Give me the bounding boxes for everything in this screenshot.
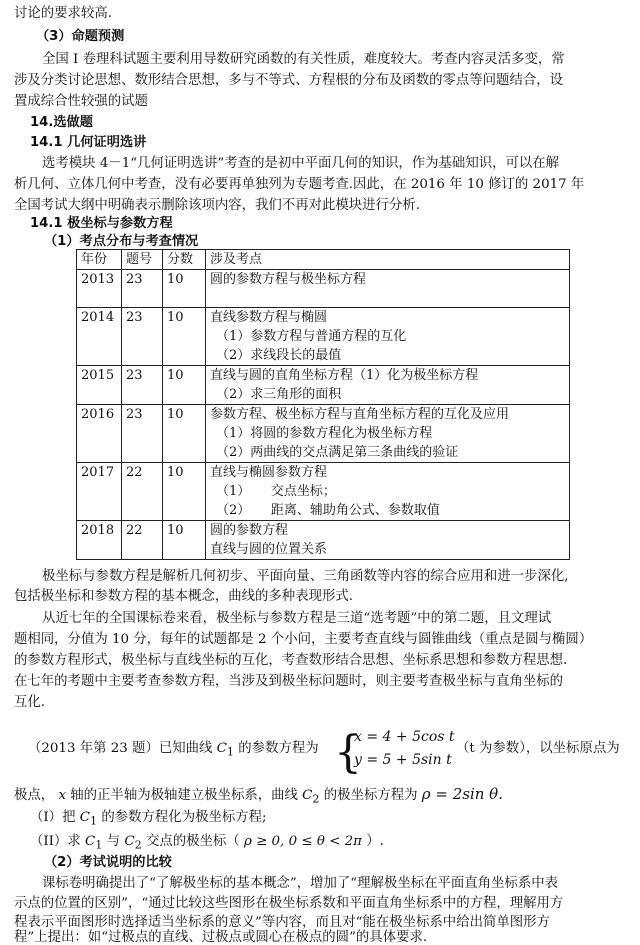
example-prefix: （2013 年第 23 题）已知曲线 — [28, 741, 213, 756]
curve-c1: C — [79, 810, 90, 825]
table-header-row — [77, 250, 570, 270]
text: ）. — [366, 834, 384, 849]
equation-brace: { — [334, 727, 362, 778]
topic-line: （1）参数方程与普通方程的互化 — [216, 329, 407, 344]
number-cell: 23 — [122, 270, 163, 308]
table-row — [77, 366, 570, 405]
section-heading-geometry: 14.1 几何证明选讲 — [30, 135, 147, 150]
paragraph-line: 包括极坐标和参数方程的基本概念，曲线的多种表现形式. — [14, 589, 354, 604]
number-cell: 22 — [122, 463, 163, 521]
paragraph-line: 极坐标与参数方程是解析几何初步、平面向量、三角函数等内容的综合应用和进一步深化, — [42, 569, 569, 584]
paragraph-line: 示点的位置的区别”，“通过比较这些图形在极坐标系数和平面直角坐标系中的方程，理解用方 — [14, 896, 564, 911]
number-cell: 23 — [122, 308, 163, 366]
score-cell: 10 — [163, 405, 206, 463]
text: 交点的极坐标（ — [145, 834, 240, 849]
curve-c2-sub: 2 — [312, 792, 320, 806]
score-cell: 10 — [163, 270, 206, 308]
year-cell: 2017 — [77, 463, 122, 521]
number-cell: 23 — [122, 405, 163, 463]
curve-c1-sub: 1 — [226, 745, 235, 759]
text: 的参数方程化为极坐标方程; — [101, 810, 267, 825]
table-header-cell: 分数 — [163, 250, 206, 270]
paragraph-line: 的参数方程形式，极坐标与直线坐标的互化，考查数形结合思想、坐标系思想和参数方程思想. — [14, 653, 568, 668]
topic-line: 直线与椭圆参数方程 — [210, 465, 328, 480]
table-row — [77, 308, 570, 366]
exam-topics-table — [76, 249, 570, 560]
year-cell: 2014 — [77, 308, 122, 366]
curve-c2: C — [302, 788, 313, 803]
polar-equation: ρ = 2sin θ. — [421, 785, 503, 803]
paragraph-line: 题相同，分值为 10 分，每年的试题都是 2 个小问，主要考查直线与圆锥曲线（重点是圆与椭圆） — [14, 632, 593, 647]
paragraph-line: 全国 I 卷理科试题主要利用导数研究函数的有关性质，难度较大。考查内容灵活多变，常 — [42, 52, 565, 67]
paragraph-line: 置成综合性较强的试题 — [14, 94, 148, 109]
topics-cell — [206, 463, 570, 521]
curve-c2: C — [124, 834, 135, 849]
topic-line: 直线与圆的位置关系 — [210, 542, 328, 557]
example-mid: 的参数方程为 — [238, 741, 319, 756]
paragraph-line: 析几何、立体几何中考查，没有必要再单独列为专题考查.因此，在 2016 年 10 修订的 2017 年 — [14, 177, 585, 192]
intro-line: 讨论的要求较高. — [14, 6, 112, 21]
polar-constraint: ρ ≥ 0, 0 ≤ θ < 2π — [243, 834, 362, 849]
score-cell: 10 — [163, 366, 206, 405]
topic-line: （1） 交点坐标； — [216, 484, 336, 499]
topic-line: 直线与圆的直角坐标方程（1）化为极坐标方程 — [210, 368, 479, 383]
x-axis-var: x — [58, 788, 66, 803]
paragraph-line: 全国考试大纲中明确表示删除该项内容，我们不再对此模块进行分析. — [14, 198, 420, 213]
table-header-cell: 年份 — [77, 250, 122, 270]
year-cell: 2015 — [77, 366, 122, 405]
example-suffix: （t 为参数），以坐标原点为 — [456, 741, 620, 756]
section-heading-prediction: （3）命题预测 — [36, 29, 125, 44]
topic-line: （2） 距离、辅助角公式、参数取值 — [216, 503, 440, 518]
table-row — [77, 270, 570, 308]
topics-cell — [206, 405, 570, 463]
year-cell: 2018 — [77, 521, 122, 560]
paragraph-line: 课标卷明确提出了“了解极坐标的基本概念”，增加了“理解极坐标在平面直角坐标系中表 — [42, 876, 558, 891]
topic-line: 参数方程、极坐标方程与直角坐标方程的互化及应用 — [210, 407, 510, 422]
section-heading-optional: 14.选做题 — [30, 115, 93, 130]
topic-line: 圆的参数方程 — [210, 523, 289, 538]
text: （II）求 — [30, 834, 81, 849]
curve-c1: C — [85, 834, 96, 849]
curve-c1-sub: 1 — [89, 814, 98, 828]
topic-line: （1）将圆的参数方程化为极坐标方程 — [216, 426, 433, 441]
table-row — [77, 405, 570, 463]
question-1 — [30, 808, 640, 832]
topics-cell — [206, 366, 570, 405]
topics-cell — [206, 270, 570, 308]
score-cell: 10 — [163, 521, 206, 560]
paragraph-line: 互化. — [14, 695, 46, 710]
paragraph-line: 程”上提出：如“过极点的直线、过极点或圆心在极点的圆”的具体要求. — [14, 930, 428, 945]
topic-line: （2）求三角形的面积 — [216, 387, 342, 402]
subsection-heading-distribution: （1）考点分布与考查情况 — [44, 234, 199, 249]
text: 轴的正半轴为极轴建立极坐标系，曲线 — [70, 788, 298, 803]
curve-c1: C — [216, 741, 227, 756]
subsection-heading-comparison: （2）考试说明的比较 — [44, 855, 172, 870]
paragraph-line: 选考模块 4－1“几何证明选讲”考查的是初中平面几何的知识，作为基础知识，可以在解 — [42, 156, 560, 171]
topic-line: 直线参数方程与椭圆 — [210, 310, 328, 325]
section-heading-polar: 14.1 极坐标与参数方程 — [30, 216, 173, 231]
topic-line: 圆的参数方程与极坐标方程 — [210, 272, 367, 287]
param-equation-y: y = 5 + 5sin t — [354, 752, 452, 768]
curve-c1-sub: 1 — [95, 838, 103, 852]
topics-cell — [206, 308, 570, 366]
paragraph-line: 从近七年的全国课标卷来看，极坐标与参数方程是三道“选考题”中的第二题，且文理试 — [42, 611, 552, 626]
year-cell: 2013 — [77, 270, 122, 308]
paragraph-line: 程表示平面图形时选择适当坐标系的意义”等内容，而且对“能在极坐标系中给出简单图形方 — [14, 915, 550, 930]
year-cell: 2016 — [77, 405, 122, 463]
score-cell: 10 — [163, 308, 206, 366]
table-header-cell: 涉及考点 — [206, 250, 570, 270]
topics-cell — [206, 521, 570, 560]
text: 与 — [106, 834, 121, 849]
text: 极点， — [14, 788, 55, 803]
text: （I）把 — [30, 810, 76, 825]
table-row — [77, 521, 570, 560]
example-problem-line2 — [14, 784, 628, 810]
number-cell: 23 — [122, 366, 163, 405]
text: 的极坐标方程为 — [323, 788, 418, 803]
score-cell: 10 — [163, 463, 206, 521]
topic-line: （2）求线段长的最值 — [216, 348, 342, 363]
number-cell: 22 — [122, 521, 163, 560]
paragraph-line: 在七年的考题中主要考查参数方程，当涉及到极坐标问题时，则主要考查极坐标与直角坐标的 — [14, 674, 564, 689]
table-header-cell: 题号 — [122, 250, 163, 270]
param-equation-x: x = 4 + 5cos t — [354, 729, 455, 745]
topic-line: （2）两曲线的交点满足第三条曲线的验证 — [216, 445, 459, 460]
table-row — [77, 463, 570, 521]
paragraph-line: 涉及分类讨论思想、数形结合思想，多与不等式、方程根的分布及函数的零点等问题结合，设 — [14, 73, 564, 88]
curve-c2-sub: 2 — [134, 838, 142, 852]
